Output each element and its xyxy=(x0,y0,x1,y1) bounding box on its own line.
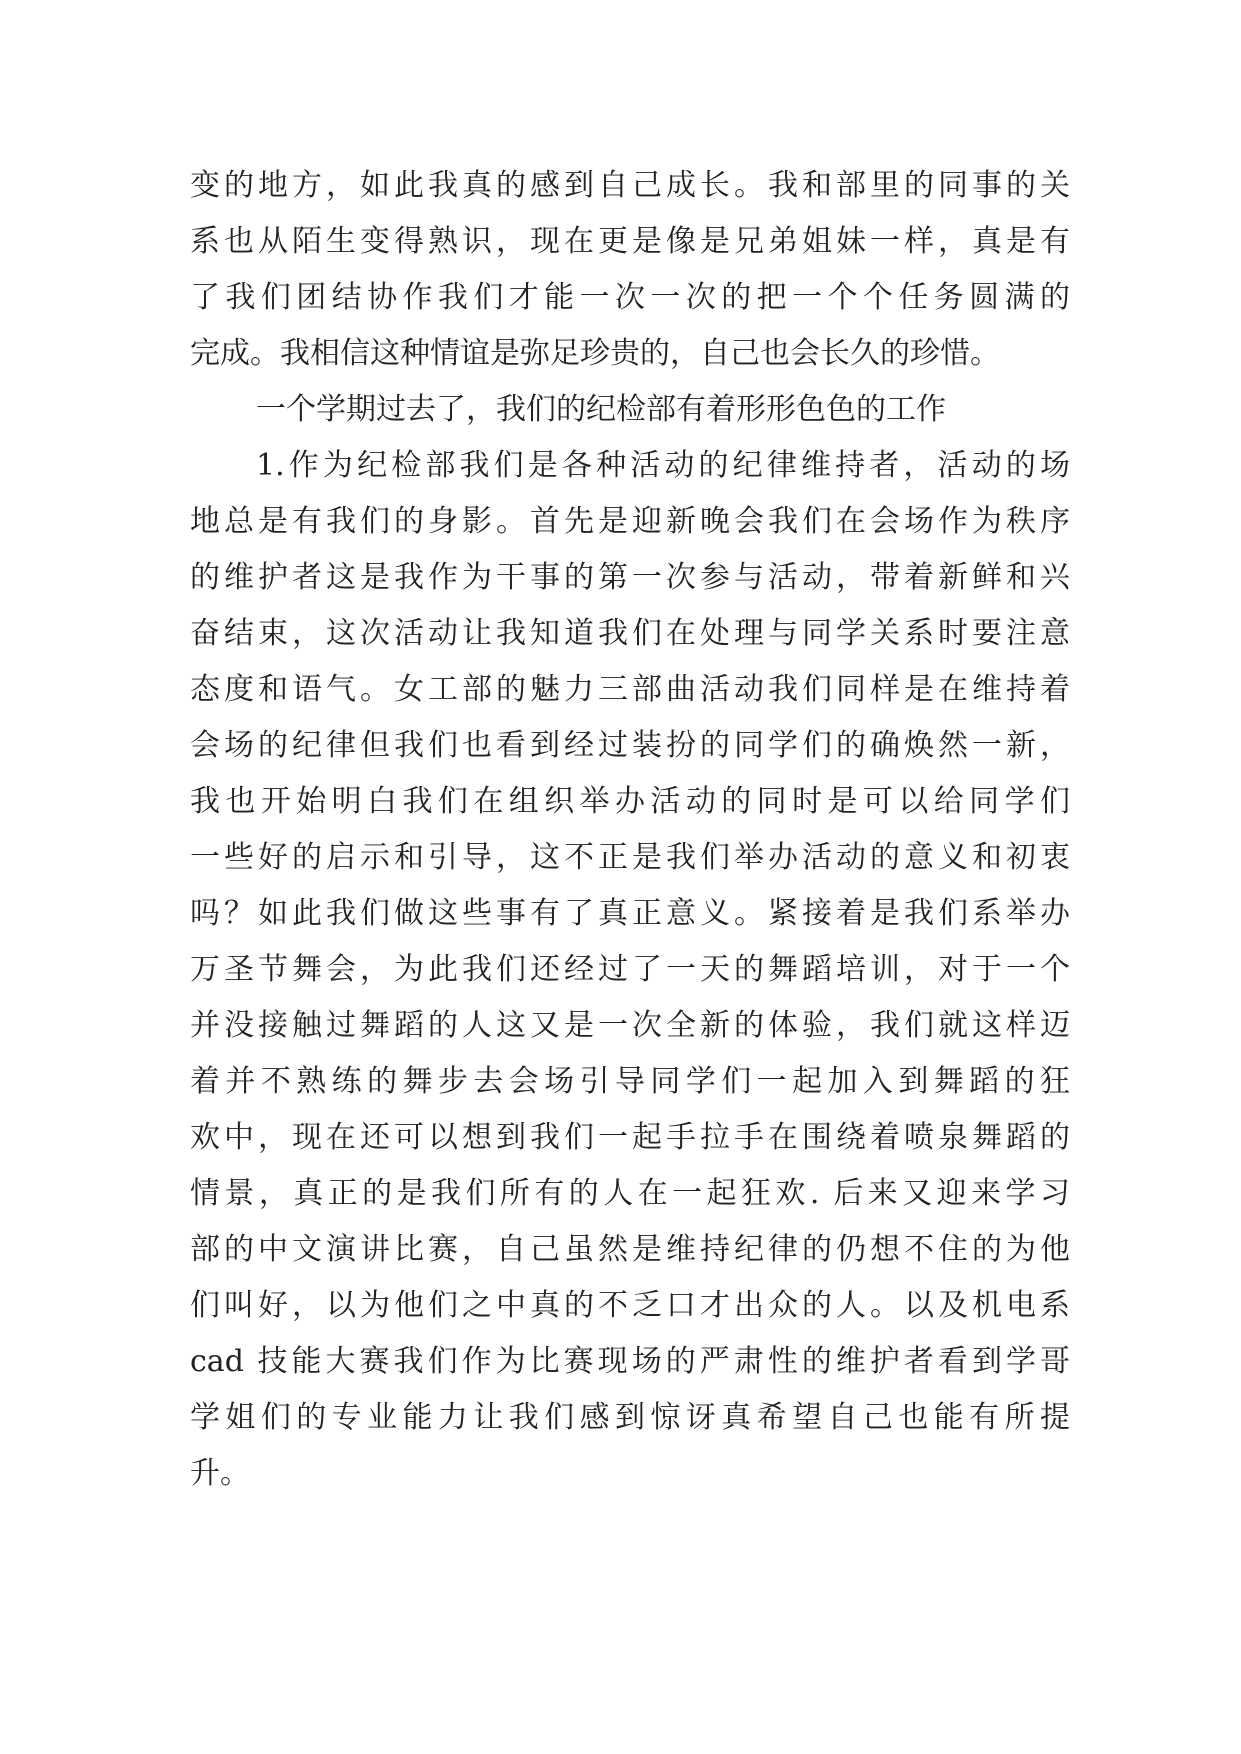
text-line: 部的中文演讲比赛，自己虽然是维持纪律的仍想不住的为他 xyxy=(190,1232,1070,1267)
text-line: 了我们团结协作我们才能一次一次的把一个个任务圆满的 xyxy=(190,280,1070,315)
text-line: 完成。我相信这种情谊是弥足珍贵的，自己也会长久的珍惜。 xyxy=(190,336,1000,371)
body-text xyxy=(190,158,1070,1502)
text-line: 万圣节舞会，为此我们还经过了一天的舞蹈培训，对于一个 xyxy=(190,952,1070,987)
text-line: 并没接触过舞蹈的人这又是一次全新的体验，我们就这样迈 xyxy=(190,1008,1070,1043)
text-line: 吗？如此我们做这些事有了真正意义。紧接着是我们系举办 xyxy=(190,896,1070,931)
text-line: 我也开始明白我们在组织举办活动的同时是可以给同学们 xyxy=(190,784,1070,819)
text-line: 着并不熟练的舞步去会场引导同学们一起加入到舞蹈的狂 xyxy=(190,1064,1070,1099)
text-line: 奋结束，这次活动让我知道我们在处理与同学关系时要注意 xyxy=(190,616,1070,651)
text-line: 会场的纪律但我们也看到经过装扮的同学们的确焕然一新， xyxy=(190,728,1070,763)
text-line: cad 技能大赛我们作为比赛现场的严肃性的维护者看到学哥 xyxy=(190,1344,1070,1379)
text-line: 学姐们的专业能力让我们感到惊讶真希望自己也能有所提 xyxy=(190,1400,1070,1435)
text-line: 们叫好，以为他们之中真的不乏口才出众的人。以及机电系 xyxy=(190,1288,1070,1323)
text-line: 的维护者这是我作为干事的第一次参与活动，带着新鲜和兴 xyxy=(190,560,1070,595)
text-line: 系也从陌生变得熟识，现在更是像是兄弟姐妹一样，真是有 xyxy=(190,224,1070,259)
text-line: 欢中，现在还可以想到我们一起手拉手在围绕着喷泉舞蹈的 xyxy=(190,1120,1070,1155)
text-line: 一个学期过去了，我们的纪检部有着形形色色的工作 xyxy=(256,392,946,427)
text-line: 变的地方，如此我真的感到自己成长。我和部里的同事的关 xyxy=(190,168,1070,203)
text-line: 升。 xyxy=(190,1456,250,1491)
text-line: 一些好的启示和引导，这不正是我们举办活动的意义和初衷 xyxy=(190,840,1070,875)
text-line: 1.作为纪检部我们是各种活动的纪律维持者，活动的场 xyxy=(256,448,1070,483)
text-line: 态度和语气。女工部的魅力三部曲活动我们同样是在维持着 xyxy=(190,672,1070,707)
text-line: 情景，真正的是我们所有的人在一起狂欢. 后来又迎来学习 xyxy=(190,1176,1070,1211)
text-line: 地总是有我们的身影。首先是迎新晚会我们在会场作为秩序 xyxy=(190,504,1070,539)
